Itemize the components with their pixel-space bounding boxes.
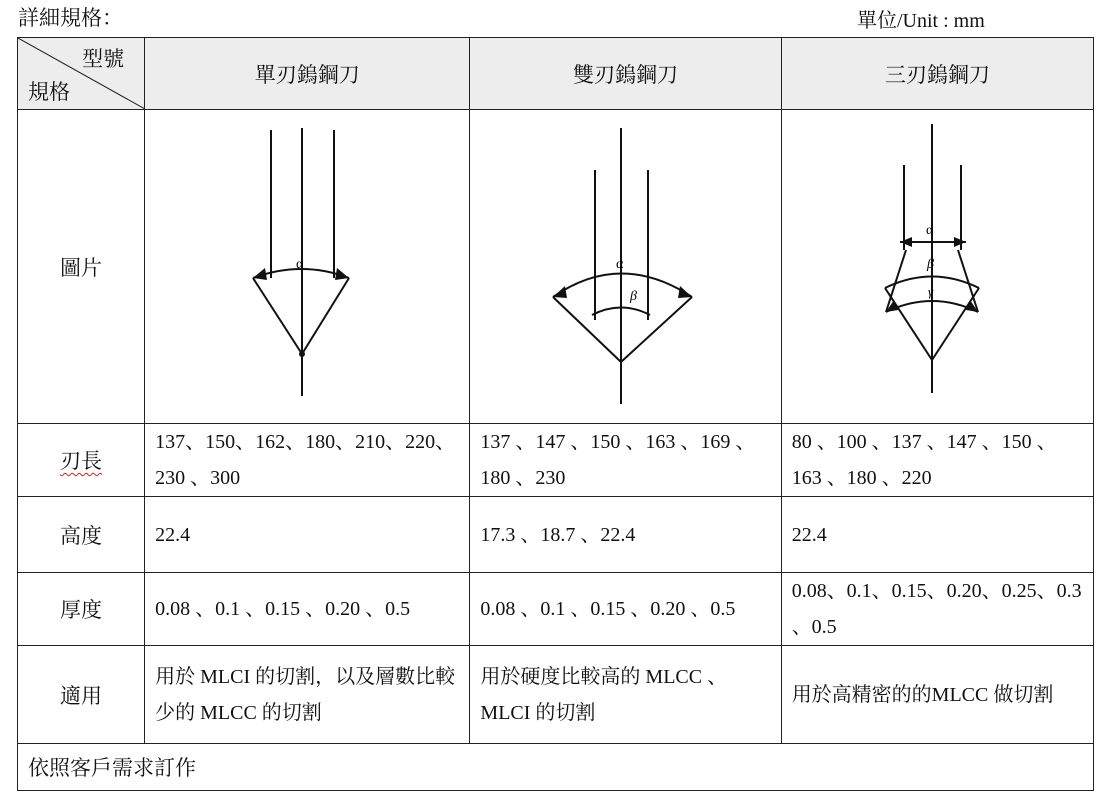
thickness-triple: 0.08、0.1、0.15、0.20、0.25、0.3 、0.5	[781, 573, 1093, 646]
alpha-label: α	[616, 257, 624, 272]
unit-label	[857, 4, 985, 33]
length-row	[18, 424, 1094, 497]
single-blade-drawing	[145, 110, 470, 417]
spec-table	[17, 37, 1094, 791]
column-header-triple-text: 三刃鎢鋼刀	[884, 62, 990, 87]
image-row	[18, 110, 1094, 424]
footer-note: 依照客戶需求訂作	[18, 744, 1094, 791]
alpha-label: α	[296, 257, 304, 272]
corner-model-label: 型號	[82, 47, 125, 71]
height-double: 17.3 、18.7 、22.4	[470, 497, 781, 573]
application-triple: 用於高精密的的MLCC 做切割	[781, 646, 1093, 744]
height-row	[18, 497, 1094, 573]
application-row	[18, 646, 1094, 744]
thickness-double: 0.08 、0.1 、0.15 、0.20 、0.5	[470, 573, 781, 646]
gamma-label: γ	[927, 284, 933, 299]
column-header-double-text: 雙刃鎢鋼刀	[573, 62, 679, 87]
row-label-height: 高度	[18, 497, 145, 573]
application-single: 用於 MLCI 的切割，以及層數比較少的 MLCC 的切割	[145, 646, 470, 744]
double-blade-drawing	[470, 110, 781, 417]
row-label-thickness: 厚度	[18, 573, 145, 646]
unit-suffix: /Unit : mm	[897, 10, 985, 32]
height-single: 22.4	[145, 497, 470, 573]
unit-prefix: 單位	[857, 10, 897, 32]
corner-spec-label: 規格	[28, 80, 70, 104]
corner-cell	[18, 38, 145, 110]
row-label-length-text: 刃長	[60, 449, 103, 473]
row-label-image: 圖片	[18, 110, 145, 424]
thickness-single: 0.08 、0.1 、0.15 、0.20 、0.5	[145, 573, 470, 646]
column-header-single: 單刃鎢鋼刀	[145, 38, 470, 110]
thickness-row	[18, 573, 1094, 646]
length-triple: 80 、100 、137 、147 、150 、163 、180 、220	[781, 424, 1093, 497]
double-blade-diagram	[470, 110, 781, 424]
row-label-application: 適用	[18, 646, 145, 744]
section-title: 詳細規格：	[18, 6, 123, 30]
length-double: 137 、147 、150 、163 、169 、180 、230	[470, 424, 781, 497]
beta-label: β	[926, 257, 934, 272]
column-header-triple	[781, 38, 1093, 110]
beta-label: β	[630, 289, 638, 304]
row-label-length	[18, 424, 145, 497]
footer-row	[18, 744, 1094, 791]
header-row	[18, 38, 1094, 110]
triple-blade-diagram	[781, 110, 1093, 424]
triple-blade-drawing	[782, 110, 1094, 417]
single-blade-diagram	[145, 110, 470, 424]
height-triple: 22.4	[781, 497, 1093, 573]
alpha-label: α	[925, 223, 934, 238]
length-single: 137、150、162、180、210、220、230 、300	[145, 424, 470, 497]
application-double: 用於硬度比較高的 MLCC 、MLCI 的切割	[470, 646, 781, 744]
column-header-double	[470, 38, 781, 110]
